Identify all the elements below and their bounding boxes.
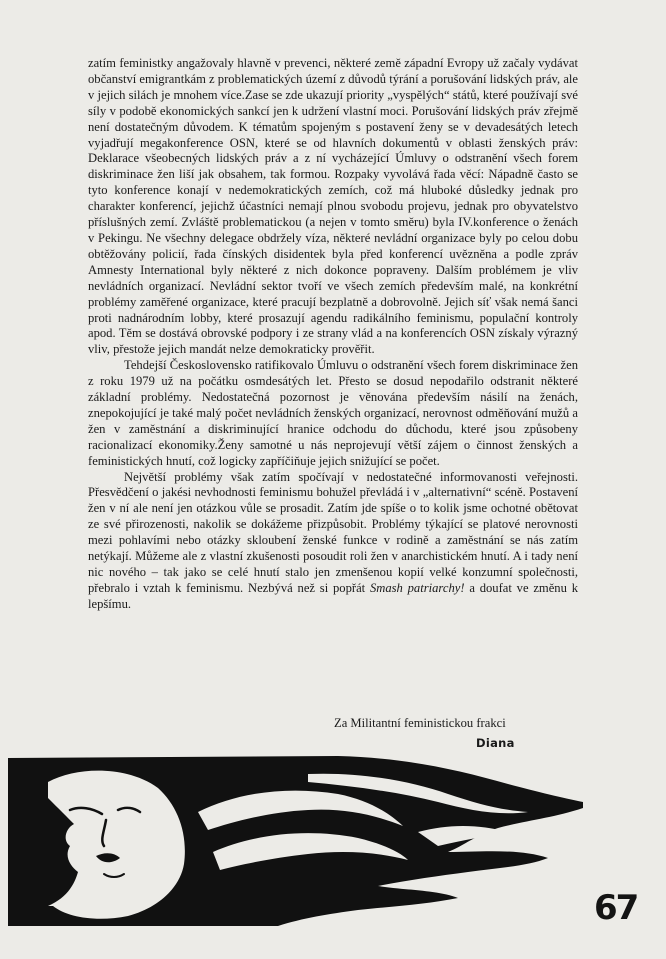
paragraph-3-emphasis: Smash patriarchy! [369, 580, 465, 595]
signature [334, 713, 515, 753]
signature-organization: Za Militantní feministickou frakci [334, 716, 506, 730]
article-body [88, 56, 578, 613]
paragraph-2: Tehdejší Československo ratifikovalo Úmluvu o odstranění všech forem diskriminace žen z roku 1979 už na počátku osmdesátých let. Přesto se dosud nepodařilo odstranit některé základní problémy. Nedostatečná pozornost je věnována především násilí na ženách, znepokojující je také malý počet nevládních ženských organizací, nerovnost odměňování mužů a žen v zaměstnání a diskriminující hranice odchodu do důchodu, které jsou způsobeny racionalizací ekonomiky.Ženy samotné u nás neprojevují větší zájem o činnost ženských a feministických hnutí, což logicky zapříčiňuje jejich snižující se počet. [88, 358, 578, 468]
signature-author: Diana [476, 736, 515, 750]
page-number: 67 [594, 888, 638, 928]
paragraph-3 [88, 470, 578, 613]
paragraph-3-start: Největší problémy však zatím spočívají v nedostatečné informovanosti veřejnosti. Přesvědčení o jakési nevhodnosti feminismu bohužel převládá i v „alternativní“ scéně. Postavení žen v ní ale není jen otázkou vůle se prosadit. Zatím jde spíše o to kolik jsme ochotné obětovat ze své přirozenosti, nakolik se dokážeme přizpůsobit. Problémy týkající se platové nerovnosti mezi pohlavími nebo otázky skloubení ženské funkce v rodině a zaměstnání se nás zatím netýkají. Můžeme ale z vlastní zkušenosti posoudit roli žen v anarchistickém hnutí. A i tady není nic nového – tak jako se celé hnutí stalo jen zmenšenou kopií velké konzumní společnosti, přebralo i vztah k feminismu. Nezbývá než si popřát [88, 469, 578, 595]
paragraph-1: zatím feministky angažovaly hlavně v prevenci, některé země západní Evropy už začaly vydávat občanství emigrantkám z problematických území z důvodů týrání a porušování lidských práv, ale v jejich silách je mnohem více.Zase se zde ukazují priority „vyspělých“ států, které používají své síly v podobě ekonomických sankcí jen k udržení vlastní moci. Porušování lidských práv zřejmě není dostatečným důvodem. K tématům spojeným s postavení ženy se v devadesátých letech vyjadřují megakonference OSN, které se od hlavních dokumentů v oblasti ženských práv: Deklarace všeobecných lidských práv a z ní vycházející Úmluvy o odstranění všech forem diskriminace žen liší jak obsahem, tak formou. Rozpaky vyvolává řada věcí: Nápadně často se tyto konference konají v nedemokratických zemích, což má hluboké důsledky jednak pro charakter konferencí, jejichž účastníci nemají plnou svobodu projevu, jednak pro obyvatelstvo příslušných zemí. Zvláště problematickou (a nejen v tomto směru) byla IV.konference o ženách v Pekingu. Ne všechny delegace obdržely víza, některé nevládní organizace byly po celou dobu obtěžovány policií, řada čínských disidentek byla před konferencí uvězněna a podle zpráv Amnesty International byly některé z nich dokonce popraveny. Dalším problémem je vliv nevládních organizací. Nevládní sektor tvoří ve všech zemích především malé, na konkrétní problémy zaměřené organizace, které pracují bezplatně a dobrovolně. Jejich síť však nemá šanci proti nadnárodním lobby, které prosazují agendu radikálního feminismu, populační kontroly apod. Těm se dostává obrovské podpory i ze strany vlád a na konferencích OSN získaly výrazný vliv, přestože jejich mandát nelze demokraticky prověřit. [88, 56, 578, 357]
woman-face-illustration [8, 748, 583, 926]
paragraph-3-end: a doufat ve změnu k lepšímu. [88, 580, 578, 611]
